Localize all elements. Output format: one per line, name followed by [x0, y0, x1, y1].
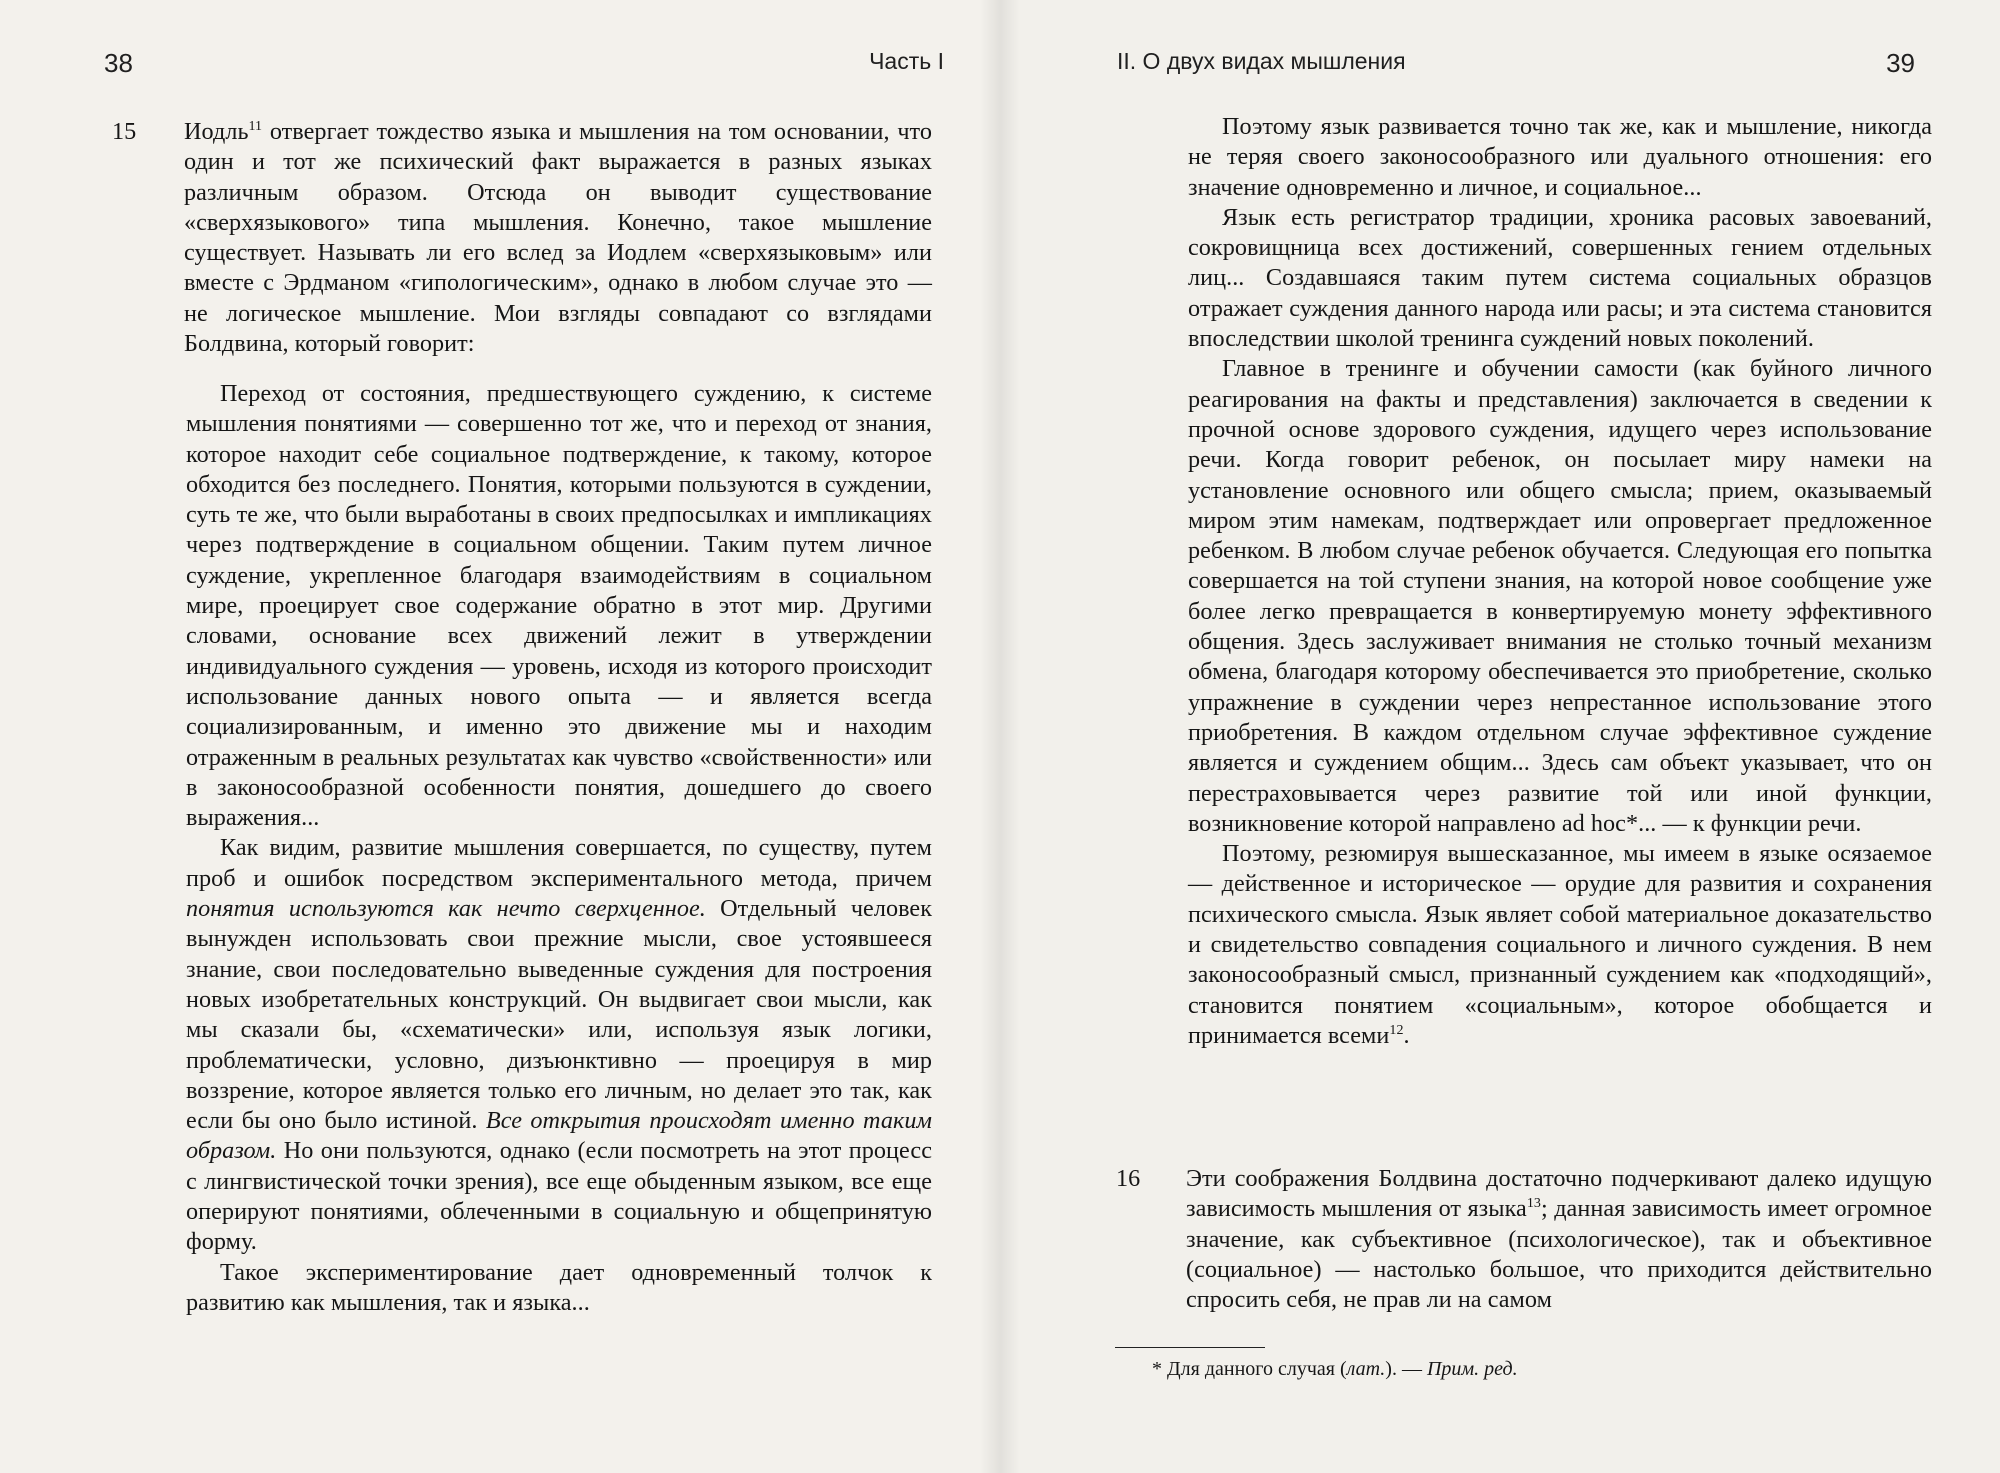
footnote-ref: 12 [1389, 1022, 1404, 1038]
footnote-divider [1115, 1347, 1265, 1348]
text-run: Язык есть регистратор традиции, хроника расовых завоеваний, сокровищница всех достижений, совершенных гением отдельных лиц... Создавшаяся таким путем система социальных образцов отражает суждения данного народа или расы; и эта система становится впоследствии школой тренинга суждений новых поколений. [1188, 203, 1932, 353]
quote-paragraph [1188, 354, 1932, 839]
book-gutter [980, 0, 1020, 1473]
text-run: отвергает тождество языка и мышления на том основании, что один и тот же психический факт выражается в разных языках различным образом. Отсюда он выводит существование «сверхязыкового» типа мышления. Конечно, такое мышление существует. Называть ли его вслед за Иодлем «сверхязыковым» или вместе с Эрдманом «гипологическим», однако в любом случае это — не логическое мышление. Мои взгляды совпадают со взглядами Болдвина, который говорит: [184, 118, 932, 358]
italic-text: Все открытия происходят именно таким образом. [186, 1107, 932, 1165]
quote-paragraph [186, 833, 932, 1257]
text-run: Главное в тренинге и обучении самости (как буйного личного реагирования на факты и представления) заключается в сведении к прочной основе здорового суждения, идущего через использование речи. Когда говорит ребенок, он посылает миру намеки на установление основного или общего смысла; прием, оказываемый миром этим намекам, подтверждает или опровергает предложенное ребенком. В любом случае ребенок обучается. Следующая его попытка совершается на той ступени знания, на которой новое сообщение уже более легко превращается в конвертируемую монету эффективного общения. Здесь заслуживает внимания не столько точный механизм обмена, благодаря которому обеспечивается это приобретение, сколько упражнение в суждении через непрестанное использование этого приобретения. В каждом отдельном случае эффективное суждение является и суждением общим... Здесь сам объект указывает, что он перестраховывается через развитие той или иной функции, возникновение которой направлено ad hoc*... — к функции речи. [1188, 355, 1932, 837]
quote-paragraph [1188, 112, 1932, 203]
text-run: Иодль [184, 118, 249, 145]
text-run: Как видим, развитие мышления совершается, по существу, путем проб и ошибок посредством экспериментального метода, причем [186, 834, 932, 892]
running-head-left: Часть I [869, 48, 944, 74]
text-run: ; данная зависимость имеет огромное значение, как субъективное (психологическое), так и объективное (социальное) — настолько большое, что приходится действительно спросить себя, не прав ли на самом [1186, 1195, 1933, 1314]
text-run: Поэтому, резюмируя вышесказанное, мы имеем в языке осязаемое — действенное и историческое — орудие для развития и сохранения психического смысла. Язык являет собой материальное доказательство и свидетельство совпадения социального и личного суждения. В нем законосообразный смысл, признанный суждением как «подходящий», становится понятием «социальным», которое обобщается и принимается всеми [1188, 840, 1932, 1049]
page-number-left: 38 [104, 48, 133, 78]
right-main-text [1186, 1164, 1932, 1315]
text-run: . [1403, 1021, 1410, 1049]
text-run: Но они пользуются, однако (если посмотреть на этот процесс с лингвистической точки зрения), все еще обыденным языком, все еще оперируют понятиями, облеченными в социальную и общепринятую форму. [186, 1137, 932, 1256]
italic-text: лат. [1346, 1358, 1386, 1380]
text-run: Переход от состояния, предшествующего суждению, к системе мышления понятиями — совершенно тот же, что и переход от знания, которое находит себе социальное подтверждение, к такому, которое обходится без последнего. Понятия, которыми пользуются в суждении, суть те же, что были выработаны в своих предпосылках и импликациях через подтверждение в социальном общении. Таким путем личное суждение, укрепленное благодаря взаимодействиям в социальном мире, проецирует свое содержание обратно в этот мир. Другими словами, основание всех движений лежит в утверждении индивидуального суждения — уровень, исходя из которого происходит использование данных нового опыта — и является всегда социализированным, и именно это движение мы и находим отраженным в реальных результатах как чувство «свойственности» или в законосообразной особенности понятия, дошедшего до своего выражения... [186, 380, 932, 832]
right-page [1000, 0, 2000, 1473]
footnote [1152, 1356, 1518, 1382]
baldwin-quote-left [186, 379, 932, 1318]
text-run: * Для данного случая ( [1152, 1358, 1347, 1380]
paragraph-15-intro [184, 117, 932, 359]
quote-paragraph [186, 1258, 932, 1319]
quote-paragraph [1188, 839, 1932, 1051]
paragraph-16 [1186, 1164, 1932, 1315]
footnote-ref: 11 [248, 119, 263, 134]
italic-text: Прим. ред. [1426, 1358, 1518, 1380]
text-run: Эти соображения Болдвина достаточно подчеркивают далеко идущую зависимость мышления от языка [1186, 1165, 1932, 1223]
baldwin-quote-right [1188, 112, 1932, 1051]
running-head-right: II. О двух видах мышления [1117, 48, 1406, 74]
quote-paragraph [186, 379, 932, 833]
italic-text: понятия используются как нечто сверхценное. [186, 895, 706, 923]
text-run: ). — [1385, 1358, 1427, 1380]
page-number-right: 39 [1886, 48, 1915, 78]
left-main-text [184, 117, 932, 359]
text-run: Такое экспериментирование дает одновременный толчок к развитию как мышления, так и языка... [186, 1258, 932, 1316]
quote-paragraph [1188, 203, 1932, 354]
paragraph-number-15: 15 [112, 118, 137, 145]
paragraph-number-16: 16 [1116, 1165, 1141, 1192]
footnote-ref: 13 [1526, 1196, 1541, 1212]
text-run: Поэтому язык развивается точно так же, как и мышление, никогда не теряя своего законосообразного или дуального отношения: его значение одновременно и личное, и социальное... [1188, 113, 1932, 201]
text-run: Отдельный человек вынужден использовать свои прежние мысли, свое устоявшееся знание, свои последовательно выведенные суждения для построения новых изобретательных конструкций. Он выдвигает свои мысли, как мы сказали бы, «схематически» или, используя язык логики, проблематически, условно, дизъюнктивно — проецируя в мир воззрение, которое является только его личным, но делает это так, как если бы оно было истиной. [186, 895, 933, 1135]
